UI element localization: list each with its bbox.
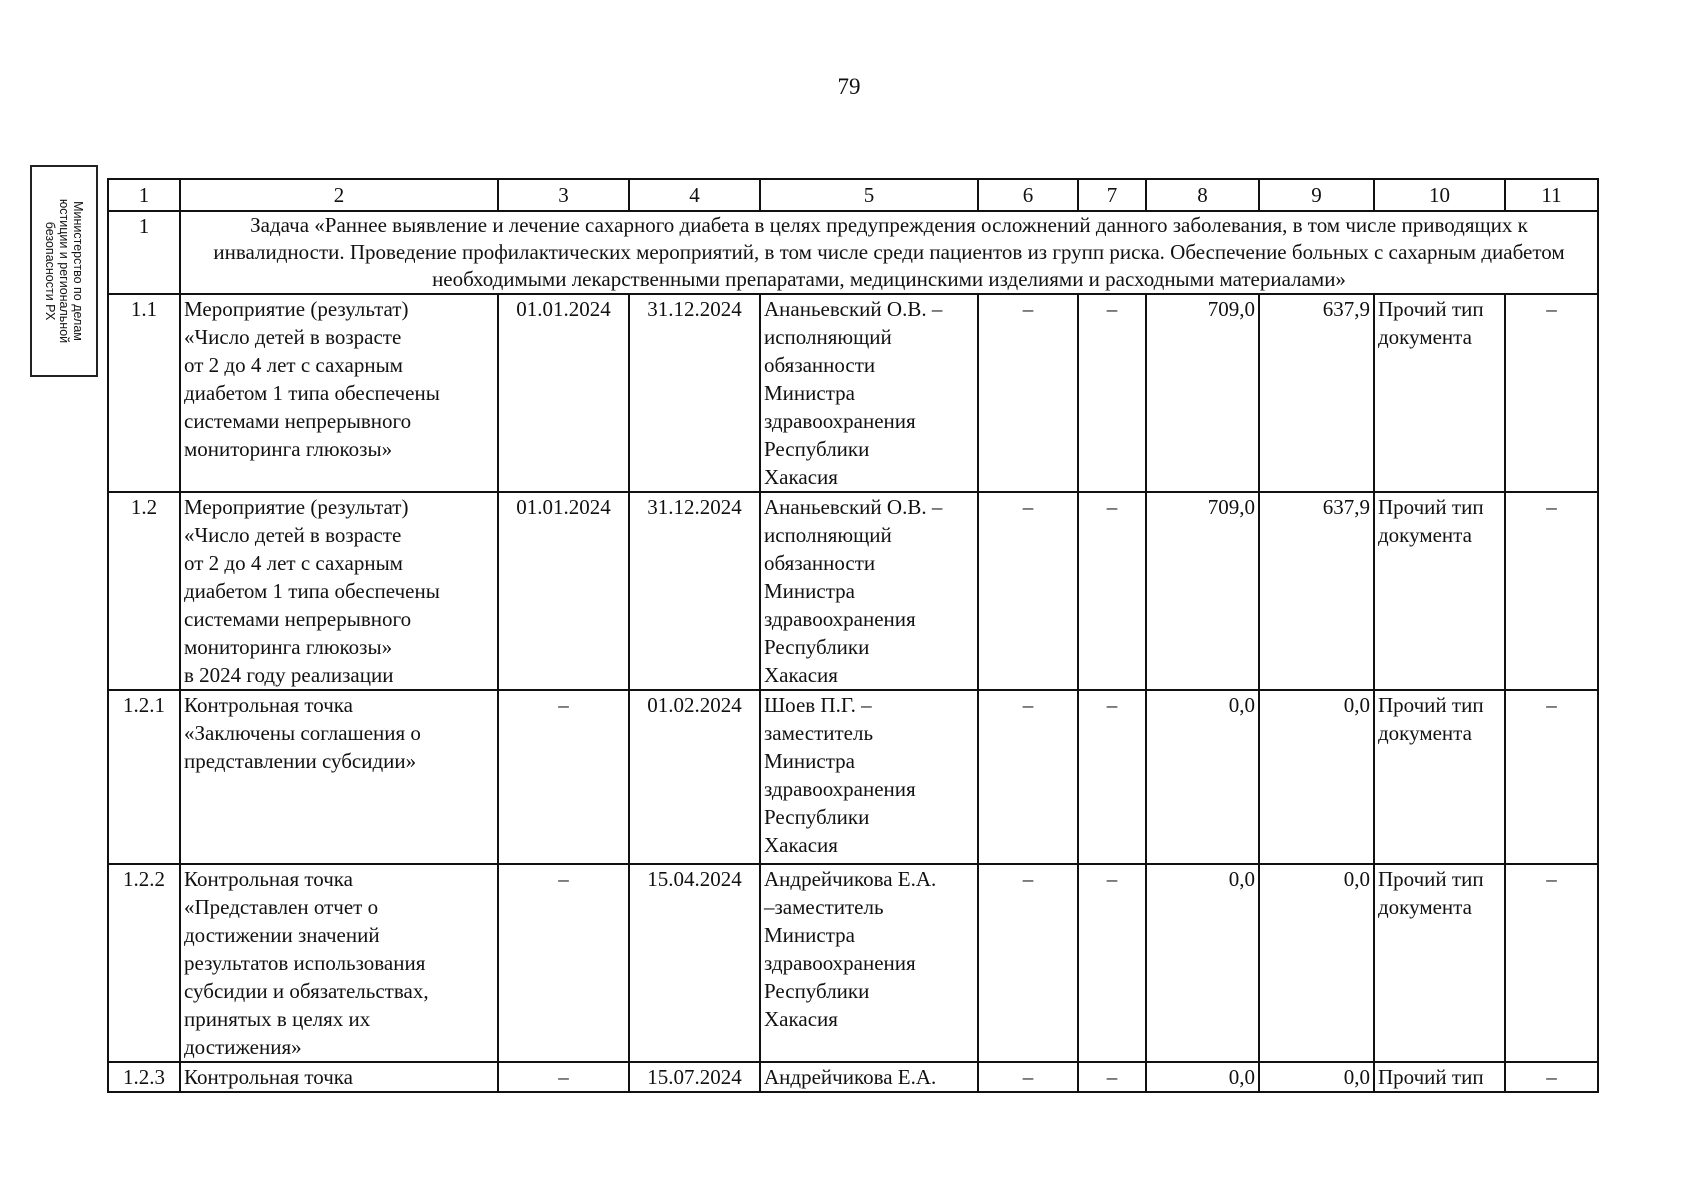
col11-value: – xyxy=(1505,690,1598,864)
row-number: 1.2.3 xyxy=(108,1062,180,1092)
col6-value: – xyxy=(978,1062,1078,1092)
document-type: Прочий тип документа xyxy=(1374,690,1505,864)
col9-value: 0,0 xyxy=(1259,690,1374,864)
row-name: Контрольная точка «Представлен отчет о достижении значений результатов использования субсидии и обязательствах, принятых в целях их достижения» xyxy=(180,864,498,1062)
responsible-person: Андрейчикова Е.А. xyxy=(760,1062,978,1092)
end-date: 15.07.2024 xyxy=(629,1062,760,1092)
document-type: Прочий тип документа xyxy=(1374,864,1505,1062)
col7-value: – xyxy=(1078,690,1146,864)
header-cell: 11 xyxy=(1505,179,1598,211)
col8-value: 709,0 xyxy=(1146,492,1259,690)
col6-value: – xyxy=(978,492,1078,690)
plan-table xyxy=(107,178,1599,1093)
start-date: 01.01.2024 xyxy=(498,492,629,690)
header-cell: 6 xyxy=(978,179,1078,211)
end-date: 31.12.2024 xyxy=(629,294,760,492)
header-cell: 7 xyxy=(1078,179,1146,211)
start-date: – xyxy=(498,864,629,1062)
row-name: Контрольная точка xyxy=(180,1062,498,1092)
table-row xyxy=(108,492,1598,690)
table-row xyxy=(108,294,1598,492)
col8-value: 0,0 xyxy=(1146,864,1259,1062)
start-date: 01.01.2024 xyxy=(498,294,629,492)
col6-value: – xyxy=(978,864,1078,1062)
document-type: Прочий тип документа xyxy=(1374,492,1505,690)
start-date: – xyxy=(498,1062,629,1092)
header-row xyxy=(108,179,1598,211)
col7-value: – xyxy=(1078,1062,1146,1092)
col7-value: – xyxy=(1078,864,1146,1062)
header-cell: 4 xyxy=(629,179,760,211)
responsible-person: Андрейчикова Е.А. –заместитель Министра здравоохранения Республики Хакасия xyxy=(760,864,978,1062)
stamp-text: Министерство по делам юстиции и региональной безопасности РХ xyxy=(43,198,85,344)
page-number: 79 xyxy=(837,74,861,99)
header-cell: 8 xyxy=(1146,179,1259,211)
row-number: 1.2 xyxy=(108,492,180,690)
row-name: Контрольная точка «Заключены соглашения о представлении субсидии» xyxy=(180,690,498,864)
responsible-person: Ананьевский О.В. – исполняющий обязанности Министра здравоохранения Республики Хакасия xyxy=(760,294,978,492)
table-row xyxy=(108,1062,1598,1092)
end-date: 15.04.2024 xyxy=(629,864,760,1062)
col8-value: 709,0 xyxy=(1146,294,1259,492)
col11-value: – xyxy=(1505,864,1598,1062)
header-cell: 3 xyxy=(498,179,629,211)
task-row xyxy=(108,211,1598,294)
task-number: 1 xyxy=(108,211,180,294)
row-number: 1.1 xyxy=(108,294,180,492)
row-name: Мероприятие (результат) «Число детей в возрасте от 2 до 4 лет с сахарным диабетом 1 типа обеспечены системами непрерывного мониторинга глюкозы» xyxy=(180,294,498,492)
row-number: 1.2.1 xyxy=(108,690,180,864)
col11-value: – xyxy=(1505,294,1598,492)
col7-value: – xyxy=(1078,492,1146,690)
table-row xyxy=(108,864,1598,1062)
document-type: Прочий тип xyxy=(1374,1062,1505,1092)
row-number: 1.2.2 xyxy=(108,864,180,1062)
row-name: Мероприятие (результат) «Число детей в возрасте от 2 до 4 лет с сахарным диабетом 1 типа обеспечены системами непрерывного мониторинга глюкозы» в 2024 году реализации xyxy=(180,492,498,690)
start-date: – xyxy=(498,690,629,864)
col8-value: 0,0 xyxy=(1146,690,1259,864)
header-cell: 10 xyxy=(1374,179,1505,211)
col11-value: – xyxy=(1505,492,1598,690)
col9-value: 0,0 xyxy=(1259,1062,1374,1092)
col7-value: – xyxy=(1078,294,1146,492)
responsible-person: Шоев П.Г. – заместитель Министра здравоохранения Республики Хакасия xyxy=(760,690,978,864)
header-cell: 5 xyxy=(760,179,978,211)
ministry-stamp xyxy=(30,165,98,377)
task-text: Задача «Раннее выявление и лечение сахарного диабета в целях предупреждения осложнений данного заболевания, в том числе приводящих к инвалидности. Проведение профилактических мероприятий, в том числе среди пациентов из групп риска. Обеспечение больных с сахарным диабетом необходимыми лекарственными препаратами, медицинскими изделиями и расходными материалами» xyxy=(180,211,1598,294)
responsible-person: Ананьевский О.В. – исполняющий обязанности Министра здравоохранения Республики Хакасия xyxy=(760,492,978,690)
col8-value: 0,0 xyxy=(1146,1062,1259,1092)
header-cell: 9 xyxy=(1259,179,1374,211)
col9-value: 637,9 xyxy=(1259,294,1374,492)
table-row xyxy=(108,690,1598,864)
col9-value: 0,0 xyxy=(1259,864,1374,1062)
col6-value: – xyxy=(978,294,1078,492)
col9-value: 637,9 xyxy=(1259,492,1374,690)
col11-value: – xyxy=(1505,1062,1598,1092)
header-cell: 2 xyxy=(180,179,498,211)
end-date: 31.12.2024 xyxy=(629,492,760,690)
document-type: Прочий тип документа xyxy=(1374,294,1505,492)
header-cell: 1 xyxy=(108,179,180,211)
col6-value: – xyxy=(978,690,1078,864)
end-date: 01.02.2024 xyxy=(629,690,760,864)
